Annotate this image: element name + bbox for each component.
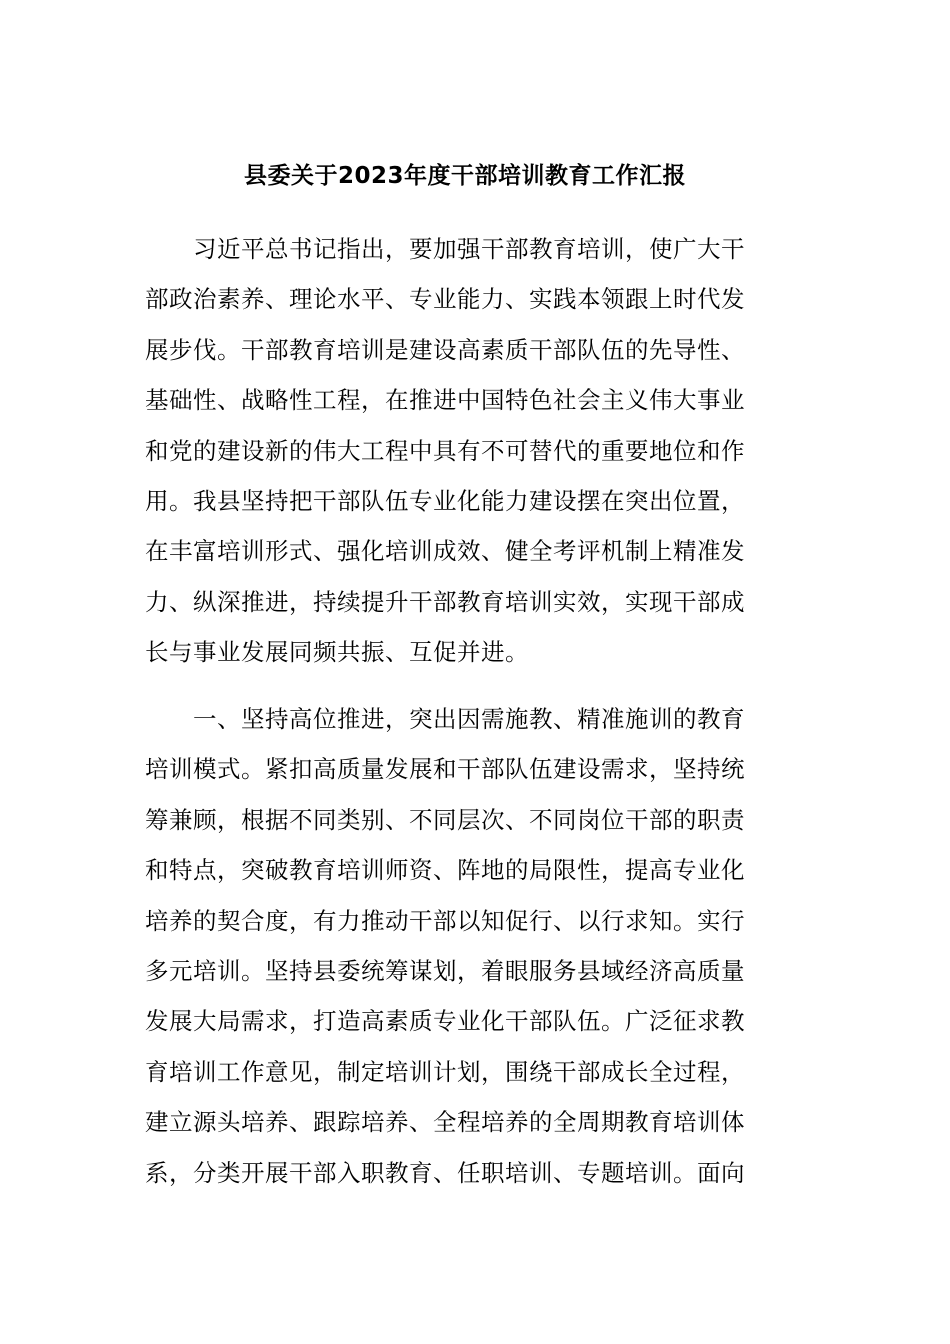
text-line: 培养的契合度，有力推动干部以知促行、以行求知。实行 (145, 906, 745, 935)
document-title: 县委关于2023年度干部培训教育工作汇报 (243, 163, 686, 189)
text-line: 一、坚持高位推进，突出因需施教、精准施训的教育 (193, 705, 745, 733)
text-line: 习近平总书记指出，要加强干部教育培训，使广大干 (193, 235, 745, 263)
text-line: 多元培训。坚持县委统筹谋划，着眼服务县域经济高质量 (145, 956, 745, 985)
text-line: 培训模式。紧扣高质量发展和干部队伍建设需求，坚持统 (145, 755, 745, 784)
text-line: 展步伐。干部教育培训是建设高素质干部队伍的先导性、 (145, 335, 745, 364)
text-line: 在丰富培训形式、强化培训成效、健全考评机制上精准发 (145, 537, 745, 566)
text-line: 和党的建设新的伟大工程中具有不可替代的重要地位和作 (145, 436, 745, 465)
text-line: 长与事业发展同频共振、互促并进。 (145, 638, 529, 667)
text-line: 建立源头培养、跟踪培养、全程培养的全周期教育培训体 (145, 1108, 745, 1137)
text-line: 用。我县坚持把干部队伍专业化能力建设摆在突出位置， (145, 486, 745, 515)
paragraph-section-one (145, 694, 790, 1198)
text-line: 力、纵深推进，持续提升干部教育培训实效，实现干部成 (145, 587, 745, 616)
paragraph-intro (145, 224, 790, 678)
text-line: 基础性、战略性工程，在推进中国特色社会主义伟大事业 (145, 386, 745, 415)
text-line: 育培训工作意见，制定培训计划，围绕干部成长全过程， (145, 1057, 745, 1086)
text-line: 部政治素养、理论水平、专业能力、实践本领跟上时代发 (145, 285, 745, 314)
text-line: 筹兼顾，根据不同类别、不同层次、不同岗位干部的职责 (145, 805, 745, 834)
text-line: 系，分类开展干部入职教育、任职培训、专题培训。面向 (145, 1158, 745, 1187)
text-line: 和特点，突破教育培训师资、阵地的局限性，提高专业化 (145, 856, 745, 885)
text-line: 发展大局需求，打造高素质专业化干部队伍。广泛征求教 (145, 1007, 745, 1036)
